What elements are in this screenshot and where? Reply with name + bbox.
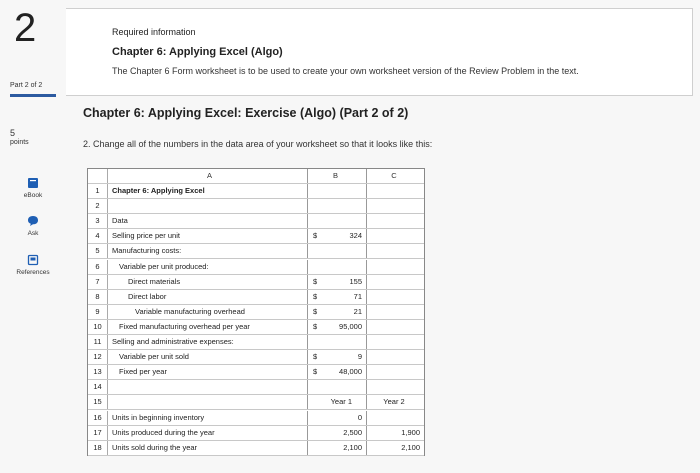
row-number: 14 [88,380,108,394]
cell-b [309,441,367,455]
row-number: 18 [88,441,108,455]
cell-b [309,260,367,274]
table-row [88,411,424,426]
cell-a: Selling and administrative expenses: [109,335,308,349]
cell-c: 2,100 [401,442,420,452]
cell-a: Fixed per year [109,365,308,379]
cell-b [309,229,367,243]
table-row [88,350,424,365]
cell-b [309,380,367,394]
value-b: 0 [357,412,362,422]
currency-symbol: $ [313,306,318,316]
cell-c [368,290,424,304]
cell-a [109,395,308,409]
cell-b [309,275,367,289]
table-row [88,426,424,441]
currency-symbol: $ [313,321,318,331]
cell-a: Variable per unit produced: [109,260,308,274]
value-b: 155 [349,276,362,286]
table-row [88,184,424,199]
cell-a: Variable manufacturing overhead [109,305,308,319]
cell-c [368,199,424,213]
cell-c [368,411,424,425]
cell-b [309,335,367,349]
cell-c [368,365,424,379]
cell-c: 1,900 [401,427,420,437]
cell-b [309,365,367,379]
currency-symbol: $ [313,367,318,377]
row-number: 11 [88,335,108,349]
table-row [88,199,424,214]
row-number: 3 [88,214,108,228]
column-header-b: B [309,169,367,183]
row-number: 5 [88,244,108,258]
cell-c [368,184,424,198]
cell-c [368,214,424,228]
cell-a: Chapter 6: Applying Excel [109,184,308,198]
table-row [88,214,424,229]
ask-label: Ask [27,230,39,237]
table-row [88,244,424,259]
instruction-text: 2. Change all of the numbers in the data area of your worksheet so that it looks like this: [83,139,433,149]
question-sidebar [0,0,66,473]
cell-a: Units in beginning inventory [109,411,308,425]
table-row [88,441,424,456]
cell-a [109,199,308,213]
table-row [88,380,424,395]
table-row [88,229,424,244]
corner-cell [88,169,108,183]
table-row [88,305,424,320]
row-number: 16 [88,411,108,425]
cell-a: Direct materials [109,275,308,289]
value-b: 48,000 [339,367,362,377]
ebook-link[interactable] [10,177,56,199]
table-row [88,320,424,335]
cell-a: Units produced during the year [109,426,308,440]
references-icon [27,254,39,266]
cell-b [309,395,367,409]
value-b: 324 [349,231,362,241]
cell-c: Year 2 [383,397,405,407]
table-row [88,365,424,380]
currency-symbol: $ [313,352,318,362]
row-number: 17 [88,426,108,440]
cell-b [309,305,367,319]
cell-c [368,350,424,364]
row-number: 10 [88,320,108,334]
column-header-a: A [109,169,308,183]
cell-b [309,350,367,364]
points-value: 5 [10,128,16,138]
references-label: References [16,269,50,276]
cell-b [309,244,367,258]
cell-c [368,275,424,289]
value-b: 95,000 [339,321,362,331]
cell-a: Direct labor [109,290,308,304]
points-label: points [10,139,29,146]
cell-c [368,380,424,394]
value-b: 2,500 [343,427,362,437]
table-row [88,260,424,275]
value-b: 2,100 [343,442,362,452]
row-number: 9 [88,305,108,319]
required-info-box [66,8,693,96]
value-b: 9 [357,352,362,362]
book-icon [27,177,39,189]
row-number: 12 [88,350,108,364]
column-header-c: C [391,171,397,180]
currency-symbol: $ [313,276,318,286]
row-number: 8 [88,290,108,304]
currency-symbol: $ [313,291,318,301]
value-b: 71 [353,291,362,301]
row-number: 2 [88,199,108,213]
cell-a [109,380,308,394]
row-number: 15 [88,395,108,409]
table-row [88,290,424,305]
table-row [88,275,424,290]
cell-b [309,320,367,334]
references-link[interactable] [10,254,56,276]
cell-a: Variable per unit sold [109,350,308,364]
cell-b [309,214,367,228]
info-description: The Chapter 6 Form worksheet is to be used to create your own worksheet version of the Review Problem in the text. [112,66,579,76]
column-header-row [88,169,424,184]
cell-b [309,411,367,425]
cell-c [368,244,424,258]
cell-c [368,320,424,334]
question-number: 2 [14,6,37,50]
row-number: 7 [88,275,108,289]
currency-symbol: $ [313,231,318,241]
ask-link[interactable] [10,215,56,237]
value-b: 21 [353,306,362,316]
part-progress-bar [10,94,56,97]
cell-c [368,229,424,243]
required-info-label: Required information [112,27,196,37]
cell-b [309,290,367,304]
cell-a: Selling price per unit [109,229,308,243]
row-number: 6 [88,260,108,274]
ebook-label: eBook [23,192,43,199]
cell-c [368,335,424,349]
cell-b [309,426,367,440]
row-number: 1 [88,184,108,198]
value-b: Year 1 [330,397,352,407]
cell-c [368,305,424,319]
part-label: Part 2 of 2 [10,82,43,89]
cell-a: Data [109,214,308,228]
cell-b [309,184,367,198]
table-row [88,335,424,350]
cell-c [368,260,424,274]
cell-b [309,199,367,213]
cell-a: Fixed manufacturing overhead per year [109,320,308,334]
chapter-title: Chapter 6: Applying Excel (Algo) [112,46,283,58]
page-title: Chapter 6: Applying Excel: Exercise (Algo) (Part 2 of 2) [83,106,409,120]
row-number: 4 [88,229,108,243]
worksheet-table [87,168,425,456]
cell-a: Units sold during the year [109,441,308,455]
cell-a: Manufacturing costs: [109,244,308,258]
chat-bubble-icon [27,215,39,227]
table-row [88,395,424,410]
row-number: 13 [88,365,108,379]
